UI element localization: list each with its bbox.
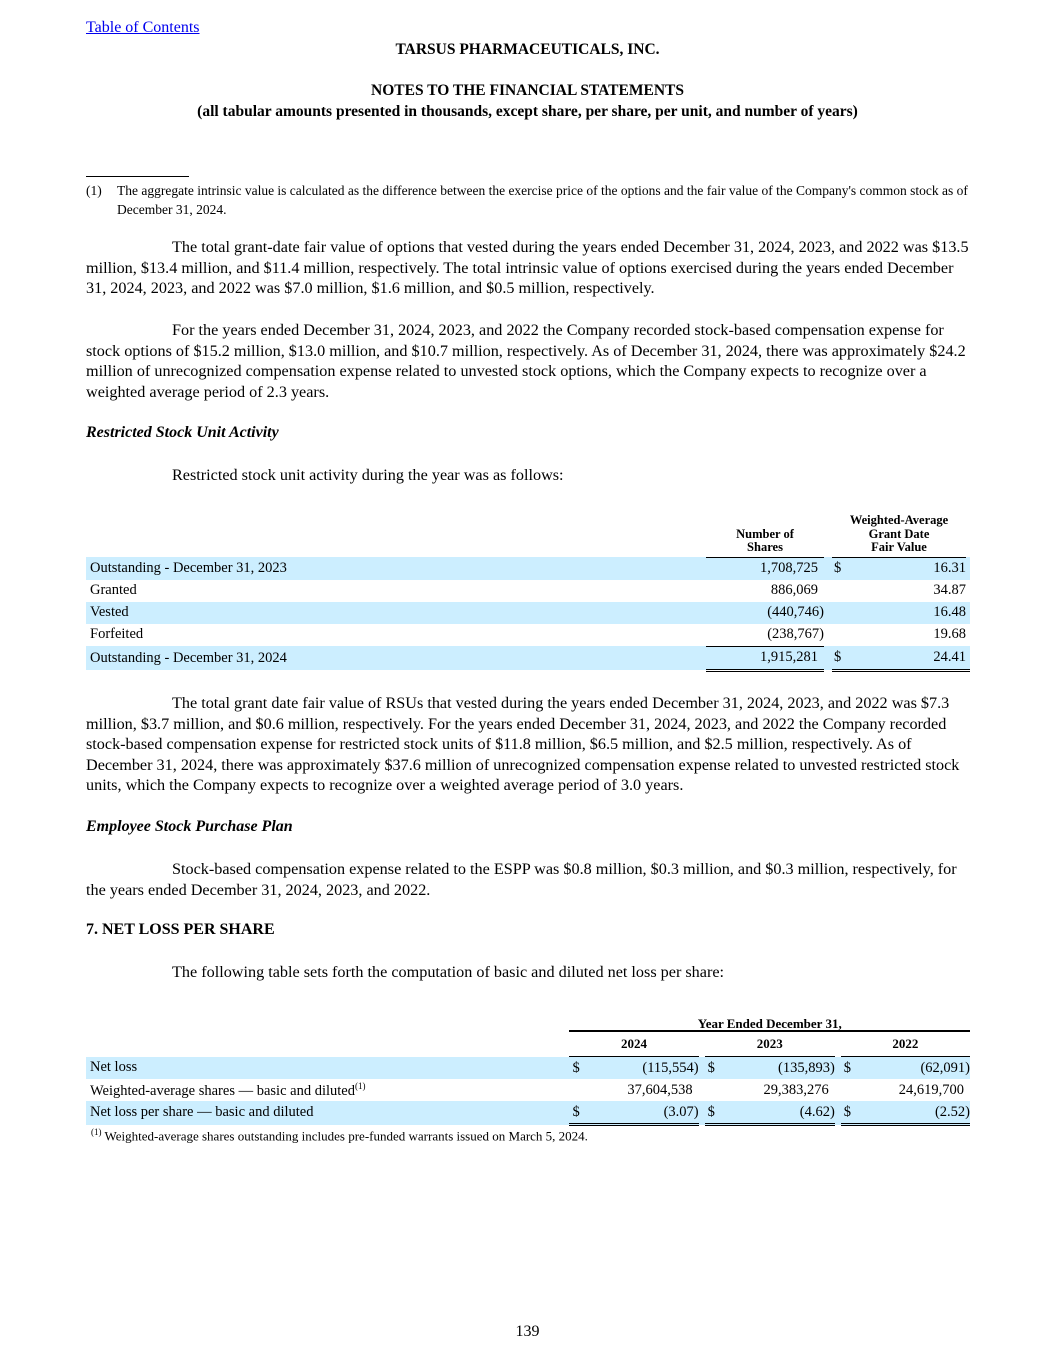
- col-weighted-average-fair-value: Weighted-Average Grant Date Fair Value: [832, 514, 966, 557]
- paragraph-options-expense: For the years ended December 31, 2024, 2023, and 2022 the Company recorded stock-based compensation expense for stock options of $15.2 million, $13.0 million, and $10.7 million, respectively. As of December 31, 2024, there was approximately $24.2 million of unrecognized compensation expense related to unvested stock options, which the Company expects to recognize over a weighted average period of 2.3 years.: [86, 321, 966, 401]
- footnote-weighted-average-shares: [91, 1127, 588, 1144]
- table-row: Weighted-average shares — basic and diluted$^{(1)}$ 37,604,538 29,383,276 24,619,700: [90, 1080, 964, 1099]
- col-2022: 2022: [841, 1031, 970, 1057]
- paragraph-rsu-intro: Restricted stock unit activity during the year was as follows:: [172, 466, 564, 484]
- footnote-divider: [86, 176, 189, 177]
- rsu-activity-table: [86, 514, 970, 672]
- heading-rsu-activity: Restricted Stock Unit Activity: [86, 424, 279, 441]
- paragraph-nlps-intro: The following table sets forth the computation of basic and diluted net loss per share:: [172, 963, 725, 981]
- rsu-table-header: [86, 514, 970, 557]
- table-row: Forfeited (238,767) 19.68: [86, 624, 970, 647]
- notes-subtitle: (all tabular amounts presented in thousands, except share, per share, per unit, and number of years): [197, 103, 858, 120]
- col-2024: 2024: [569, 1031, 698, 1057]
- table-row: Net loss $ (115,554) $ (135,893) $ (62,091): [86, 1057, 970, 1080]
- nlps-year-header-row: [86, 1031, 970, 1057]
- heading-net-loss-per-share: 7. NET LOSS PER SHARE: [86, 921, 275, 938]
- paragraph-espp: Stock-based compensation expense related to the ESPP was $0.8 million, $0.3 million, and $0.3 million, respectively, for the years ended December 31, 2024, 2023, and 2022.: [86, 860, 957, 899]
- table-row: Outstanding - December 31, 2024 1,915,281 $ 24.41: [86, 646, 970, 670]
- paragraph-options-fair-value: The total grant-date fair value of options that vested during the years ended December 31, 2024, 2023, and 2022 was $13.5 million, $13.4 million, and $11.4 million, respectively. The total intrinsic value of options exercised during the years ended December 31, 2024, 2023, and 2022 was $7.0 million, $1.6 million, and $0.5 million, respectively.: [86, 238, 969, 298]
- footnote-text: The aggregate intrinsic value is calculated as the difference between the exercise price of the options and the fair value of the Company's common stock as of December 31, 2024.: [117, 183, 968, 217]
- currency-symbol: $: [832, 646, 846, 670]
- company-name: TARSUS PHARMACEUTICALS, INC.: [395, 41, 660, 58]
- table-of-contents-link[interactable]: Table of Contents: [86, 19, 200, 36]
- footnote-marker: (1): [91, 1127, 102, 1137]
- page-number: 139: [515, 1323, 540, 1340]
- heading-espp: Employee Stock Purchase Plan: [86, 818, 293, 835]
- table-row: Granted 886,069 34.87: [90, 582, 966, 598]
- paragraph-rsu-fair-value: The total grant date fair value of RSUs that vested during the years ended December 31, 2024, 2023, and 2022 was $7.3 million, $3.7 million, and $0.6 million, respectively. For the years ended December 31, 2024, 2023, and 2022 the Company recorded stock-based compensation expense for restricted stock units of $11.8 million, $6.5 million, and $2.5 million, respectively. As of December 31, 2024, there was approximately $37.6 million of unrecognized compensation expense related to unvested restricted stock units, which the Company expects to recognize over a weighted average period of 3.0 years.: [86, 694, 960, 795]
- nlps-group-header-row: [86, 1009, 970, 1031]
- table-row: Vested (440,746) 16.48: [86, 602, 970, 624]
- currency-symbol: $: [832, 557, 846, 580]
- col-2023: 2023: [705, 1031, 835, 1057]
- table-row: Outstanding - December 31, 2023 1,708,725 $ 16.31: [86, 557, 970, 580]
- table-row: Net loss per share — basic and diluted $ (3.07) $ (4.62) $ (2.52): [86, 1101, 970, 1125]
- year-ended-header: Year Ended December 31,: [569, 1009, 970, 1031]
- footnote-text: Weighted-average shares outstanding includes pre-funded warrants issued on March 5, 2024.: [101, 1128, 588, 1144]
- notes-title: NOTES TO THE FINANCIAL STATEMENTS: [371, 82, 684, 99]
- footnote-aggregate-intrinsic: [86, 181, 971, 219]
- col-number-of-shares: Number of Shares: [706, 514, 824, 557]
- net-loss-per-share-table: [86, 1009, 970, 1126]
- footnote-marker: (1): [86, 183, 102, 198]
